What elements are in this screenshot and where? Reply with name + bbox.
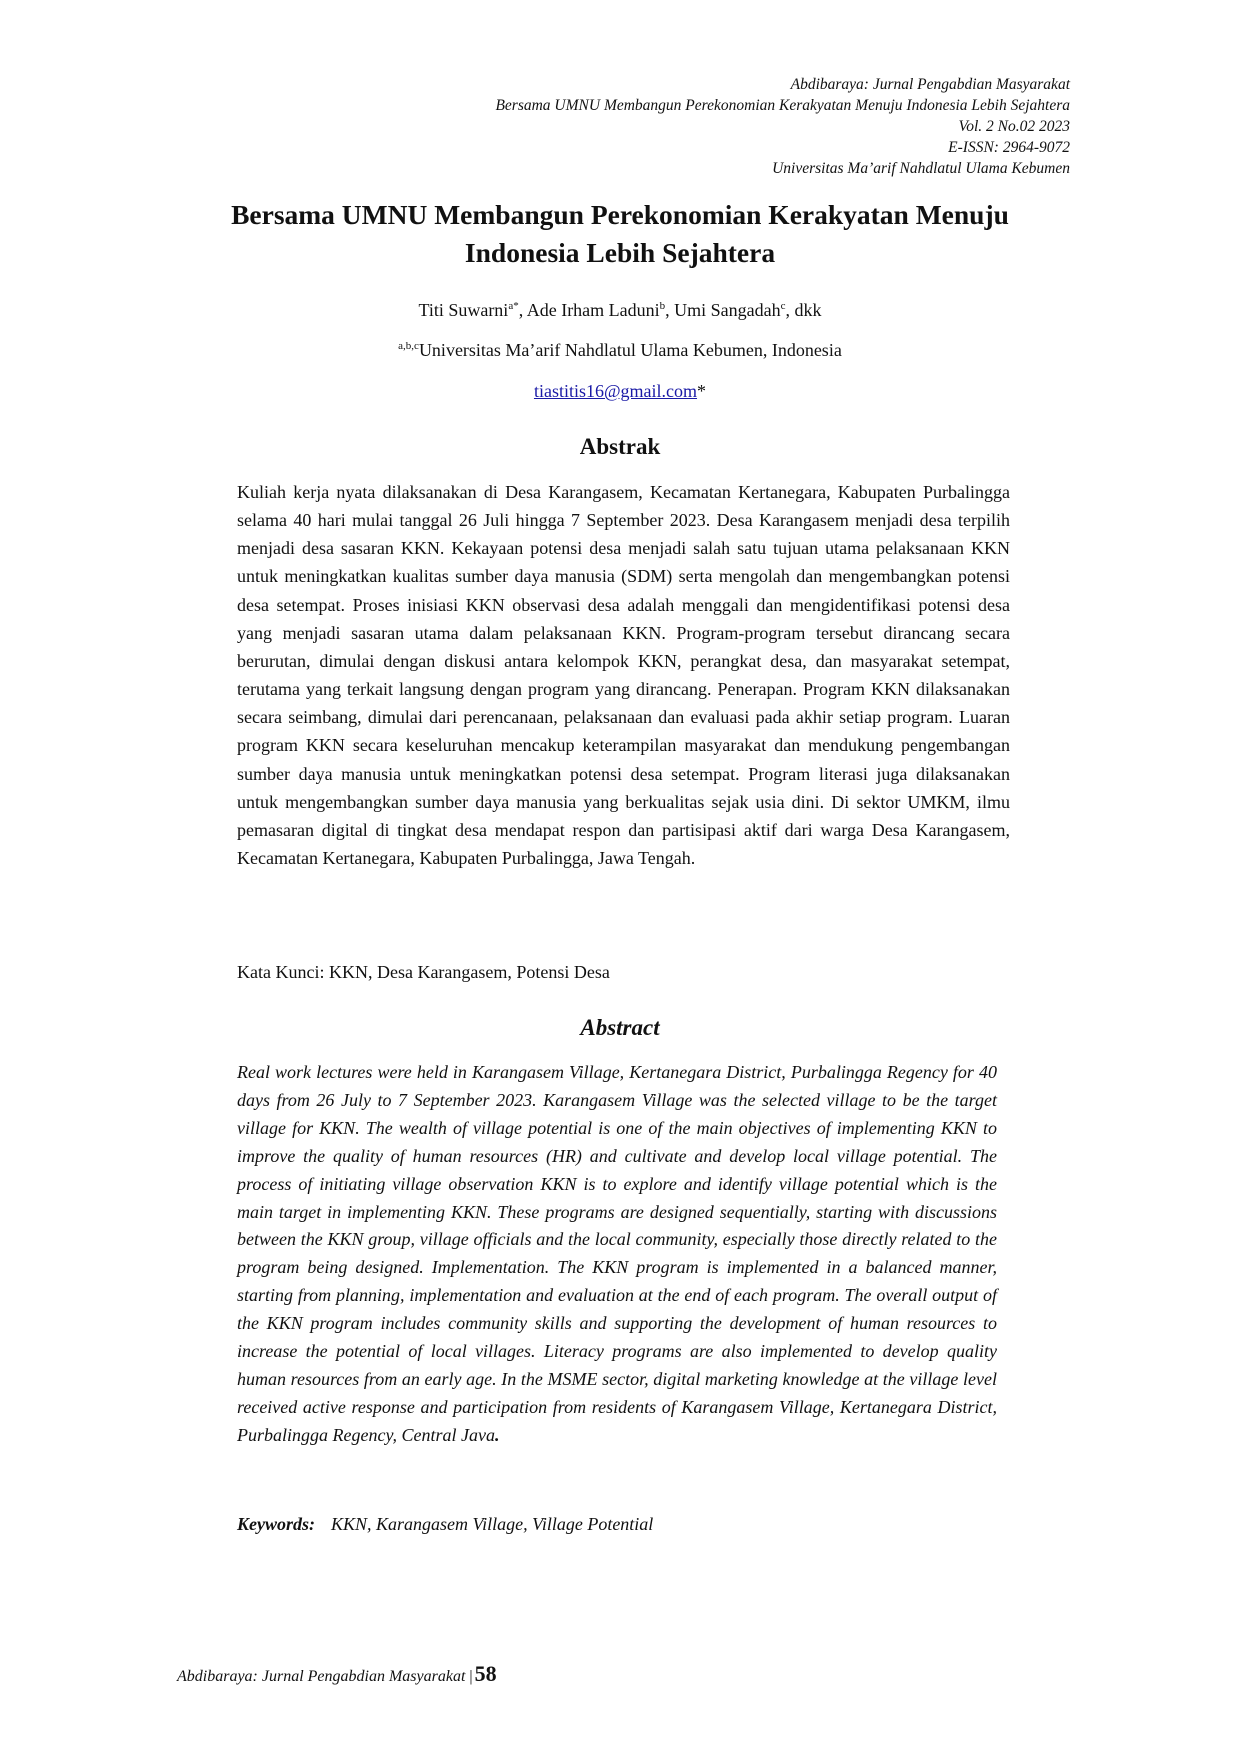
author-list bbox=[0, 300, 1240, 321]
email-link[interactable]: tiastitis16@gmail.com bbox=[533, 381, 698, 401]
footer-separator: | bbox=[469, 1668, 473, 1685]
keywords-label: Keywords: bbox=[237, 1514, 315, 1534]
corresponding-email bbox=[0, 381, 1240, 402]
abstract-end-mark: . bbox=[494, 1424, 500, 1445]
author-2: , Ade Irham Laduni bbox=[518, 300, 660, 320]
abstract-body bbox=[237, 1059, 997, 1450]
header-journal: Abdibaraya: Jurnal Pengabdian Masyarakat bbox=[790, 76, 1070, 93]
affiliation-text: Universitas Ma’arif Nahdlatul Ulama Kebumen, Indonesia bbox=[418, 340, 842, 360]
author-3-sup: c bbox=[780, 300, 786, 312]
paper-title bbox=[150, 196, 1090, 272]
kata-kunci: Kata Kunci: KKN, Desa Karangasem, Potensi Desa bbox=[237, 962, 610, 982]
header-university: Universitas Ma’arif Nahdlatul Ulama Kebumen bbox=[772, 160, 1070, 177]
keywords-text: KKN, Karangasem Village, Village Potential bbox=[331, 1514, 654, 1534]
header-volume: Vol. 2 No.02 2023 bbox=[958, 118, 1070, 135]
header-article-title: Bersama UMNU Membangun Perekonomian Kerakyatan Menuju Indonesia Lebih Sejahtera bbox=[495, 97, 1070, 114]
keywords bbox=[237, 1514, 653, 1535]
running-header bbox=[495, 74, 1070, 179]
email-mark: * bbox=[697, 381, 707, 401]
page-number: 58 bbox=[474, 1661, 497, 1686]
title-line-2: Indonesia Lebih Sejahtera bbox=[464, 237, 776, 268]
author-3: , Umi Sangadah bbox=[665, 300, 781, 320]
abstract-heading: Abstract bbox=[580, 1015, 660, 1040]
abstrak-body: Kuliah kerja nyata dilaksanakan di Desa Karangasem, Kecamatan Kertanegara, Kabupaten Purbalingga selama 40 hari mulai tanggal 26 Juli hingga 7 September 2023. Desa Karangasem menjadi desa terpilih menjadi desa sasaran KKN. Kekayaan potensi desa menjadi salah satu tujuan utama pelaksanaan KKN untuk meningkatkan kualitas sumber daya manusia (SDM) serta mengolah dan mengembangkan potensi desa setempat. Proses inisiasi KKN observasi desa adalah menggali dan mengidentifikasi potensi desa yang menjadi sasaran utama dalam pelaksanaan KKN. Program-program tersebut dirancang secara berurutan, dimulai dengan diskusi antara kelompok KKN, perangkat desa, dan masyarakat setempat, terutama yang terkait langsung dengan program yang dirancang. Penerapan. Program KKN dilaksanakan secara seimbang, dimulai dari perencanaan, pelaksanaan dan evaluasi pada akhir setiap program. Luaran program KKN secara keseluruhan mencakup keterampilan masyarakat dan mendukung pengembangan sumber daya manusia untuk meningkatkan potensi desa setempat. Program literasi juga dilaksanakan untuk mengembangkan sumber daya manusia yang berkualitas sejak usia dini. Di sektor UMKM, ilmu pemasaran digital di tingkat desa mendapat respon dan partisipasi aktif dari warga Desa Karangasem, Kecamatan Kertanegara, Kabupaten Purbalingga, Jawa Tengah. bbox=[237, 482, 1010, 869]
header-issn: E-ISSN: 2964-9072 bbox=[948, 139, 1070, 156]
abstract-text: Real work lectures were held in Karangasem Village, Kertanegara District, Purbalingga Regency for 40 days from 26 July to 7 September 2023. Karangasem Village was the selected village to be the target village for KKN. The wealth of village potential is one of the main objectives of implementing KKN to improve the quality of human resources (HR) and cultivate and develop local village potential. The process of initiating village observation KKN is to explore and identify village potential which is the main target in implementing KKN. These programs are designed sequentially, starting with discussions between the KKN group, village officials and the local community, especially those directly related to the program being designed. Implementation. The KKN program is implemented in a balanced manner, starting from planning, implementation and evaluation at the end of each program. The overall output of the KKN program includes community skills and supporting the development of human resources to increase the potential of local villages. Literacy programs are also implemented to develop quality human resources from an early age. In the MSME sector, digital marketing knowledge at the village level received active response and participation from residents of Karangasem Village, Kertanegara District, Purbalingga Regency, Central Java bbox=[237, 1062, 997, 1445]
affiliation bbox=[0, 340, 1240, 361]
abstrak-heading: Abstrak bbox=[579, 434, 661, 459]
author-1-sup: a* bbox=[508, 300, 519, 312]
title-line-1: Bersama UMNU Membangun Perekonomian Kerakyatan Menuju bbox=[231, 199, 1009, 230]
footer-journal: Abdibaraya: Jurnal Pengabdian Masyarakat bbox=[177, 1668, 466, 1685]
affiliation-sup: a,b,c bbox=[398, 340, 419, 352]
author-2-sup: b bbox=[659, 300, 666, 312]
page-footer bbox=[177, 1661, 497, 1687]
author-1: Titi Suwarni bbox=[418, 300, 509, 320]
author-etal: , dkk bbox=[785, 300, 822, 320]
